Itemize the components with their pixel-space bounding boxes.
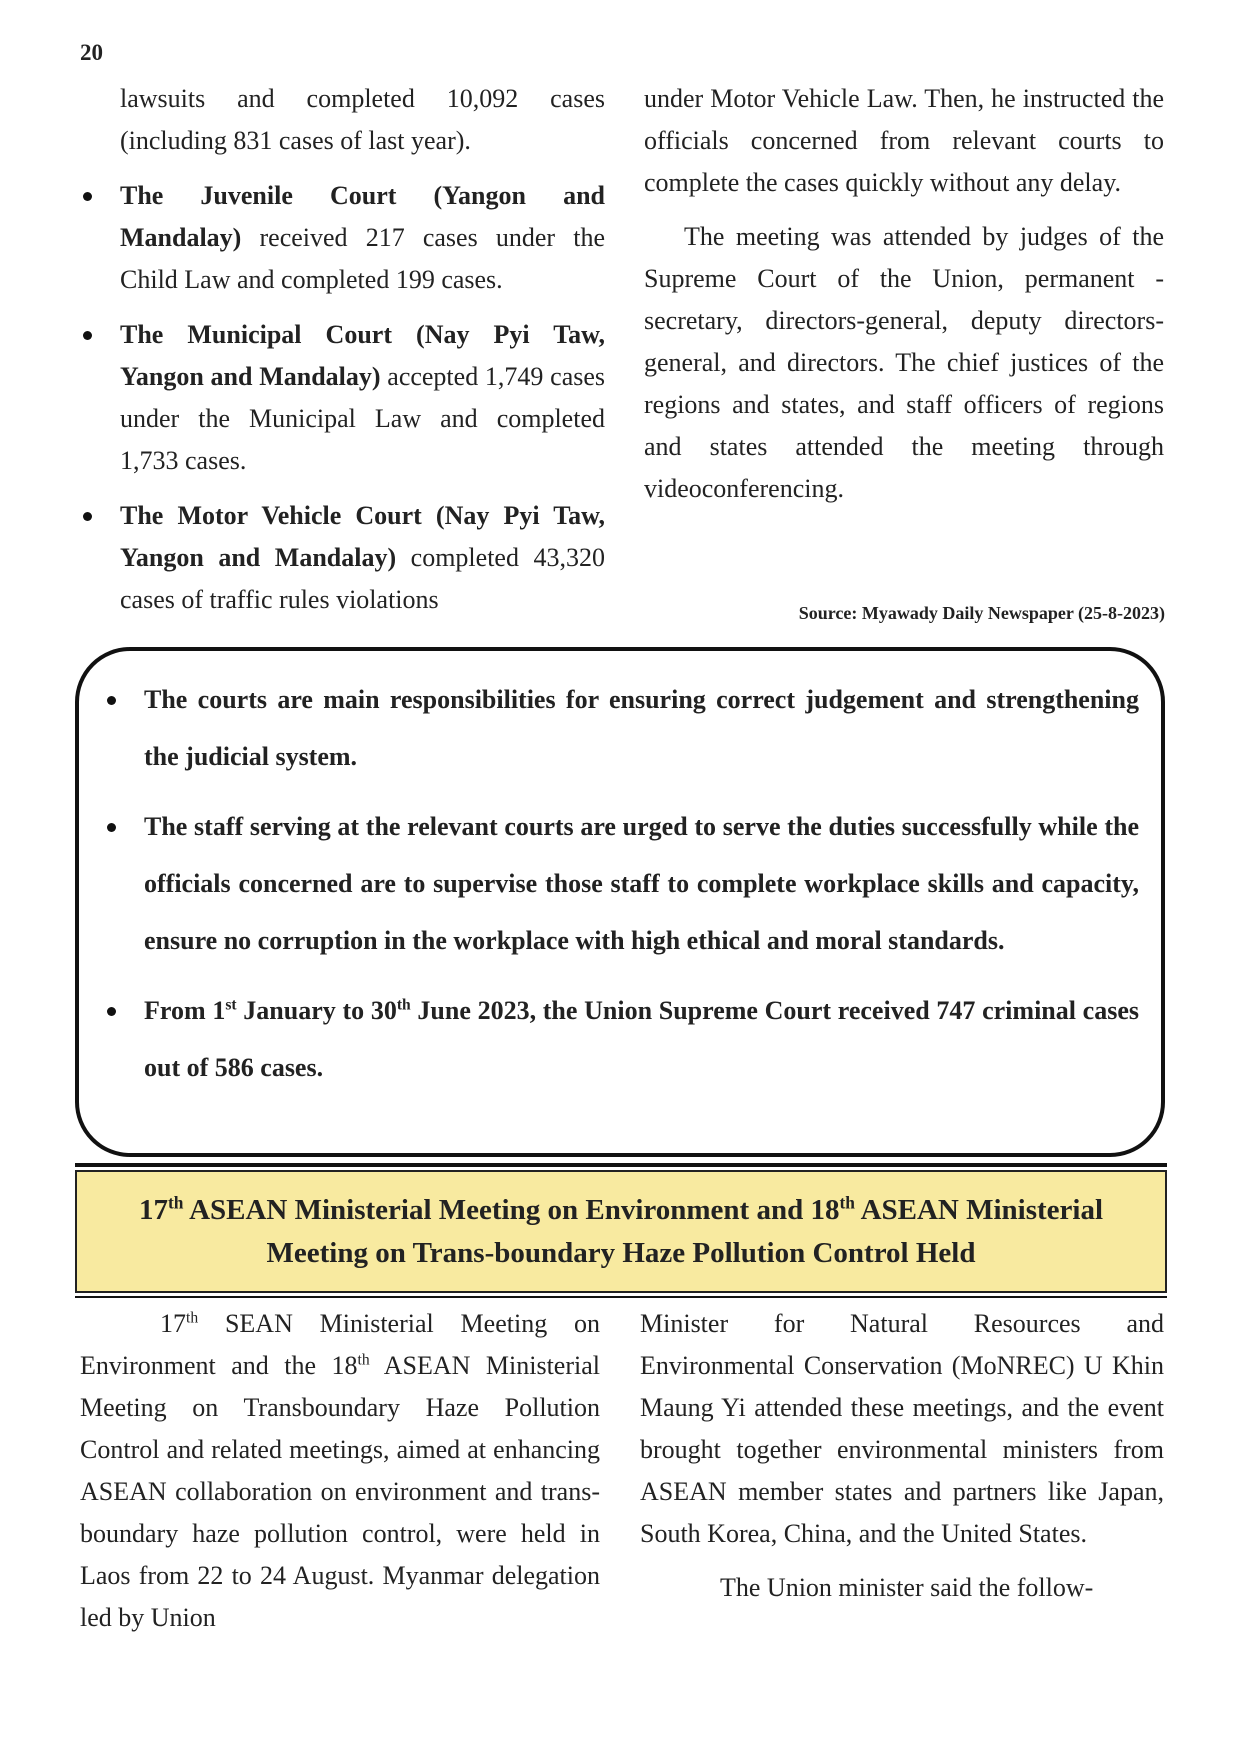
paragraph: Minister for Natural Resources and Environmental Conservation (MoNREC) U Khin Maung Yi attended these meetings, and the event brought together environmental ministers from ASEAN member states and partners like Japan, South Korea, China, and the United States. xyxy=(640,1309,1164,1548)
court-detail: received 217 cases under the Child Law and completed 199 cases. xyxy=(120,223,605,294)
list-item xyxy=(80,495,605,621)
page-number: 20 xyxy=(80,40,103,65)
court-detail: accepted 1,749 cases under the Municipal Law and completed 1,733 cases. xyxy=(120,362,606,475)
divider xyxy=(75,1296,1167,1298)
list-item xyxy=(80,175,605,301)
paragraph: The Union minister said the follow- xyxy=(720,1573,1094,1602)
article-title: 17th ASEAN Ministerial Meeting on Environment and 18th ASEAN Ministerial Meeting on Trans-boundary Haze Pollution Control Held xyxy=(138,1191,1104,1269)
paragraph: The meeting was attended by judges of the Supreme Court of the Union, permanent -secretary, directors-general, deputy directors-general, and directors. The chief justices of the regions and states, and staff officers of regions and states attended the meeting through videoconferencing. xyxy=(644,222,1164,503)
divider xyxy=(75,1163,1167,1167)
article-title-box xyxy=(75,1170,1167,1293)
key-point: The courts are main responsibilities for ensuring correct judgement and strengthening the judicial system. xyxy=(104,671,1139,785)
key-points-list xyxy=(104,671,1139,1109)
key-point: From 1st January to 30th June 2023, the Union Supreme Court received 747 criminal cases out of 586 cases. xyxy=(104,982,1139,1096)
source-credit: Source: Myawady Daily Newspaper (25-8-2023) xyxy=(798,603,1165,623)
key-points-box xyxy=(75,647,1165,1157)
court-name: The Municipal Court (Nay Pyi Taw, Yangon and Mandalay) xyxy=(120,320,605,391)
intro-text: lawsuits and completed 10,092 cases (including 831 cases of last year). xyxy=(120,84,605,155)
paragraph: 17th SEAN Ministerial Meeting on Environment and the 18th ASEAN Ministerial Meeting on Transboundary Haze Pollution Control and related meetings, aimed at enhancing ASEAN collaboration on environment and trans-boundary haze pollution control, were held in Laos from 22 to 24 August. Myanmar delegation led by Union xyxy=(80,1309,600,1632)
left-column-bottom xyxy=(80,1303,600,1639)
key-point: The staff serving at the relevant courts are urged to serve the duties successfully while the officials concerned are to supervise those staff to complete workplace skills and capacity, ensure no corruption in the workplace with high ethical and moral standards. xyxy=(104,798,1139,969)
list-item xyxy=(80,314,605,482)
court-detail: completed 43,320 cases of traffic rules violations xyxy=(120,543,605,614)
right-column-bottom xyxy=(640,1303,1164,1609)
left-column-top xyxy=(80,78,605,634)
right-column-top xyxy=(644,78,1164,510)
court-list xyxy=(80,175,605,621)
paragraph: under Motor Vehicle Law. Then, he instructed the officials concerned from relevant courts to complete the cases quickly without any delay. xyxy=(644,84,1164,197)
court-name: The Juvenile Court (Yangon and Mandalay) xyxy=(120,181,605,252)
court-name: The Motor Vehicle Court (Nay Pyi Taw, Yangon and Mandalay) xyxy=(120,501,605,572)
